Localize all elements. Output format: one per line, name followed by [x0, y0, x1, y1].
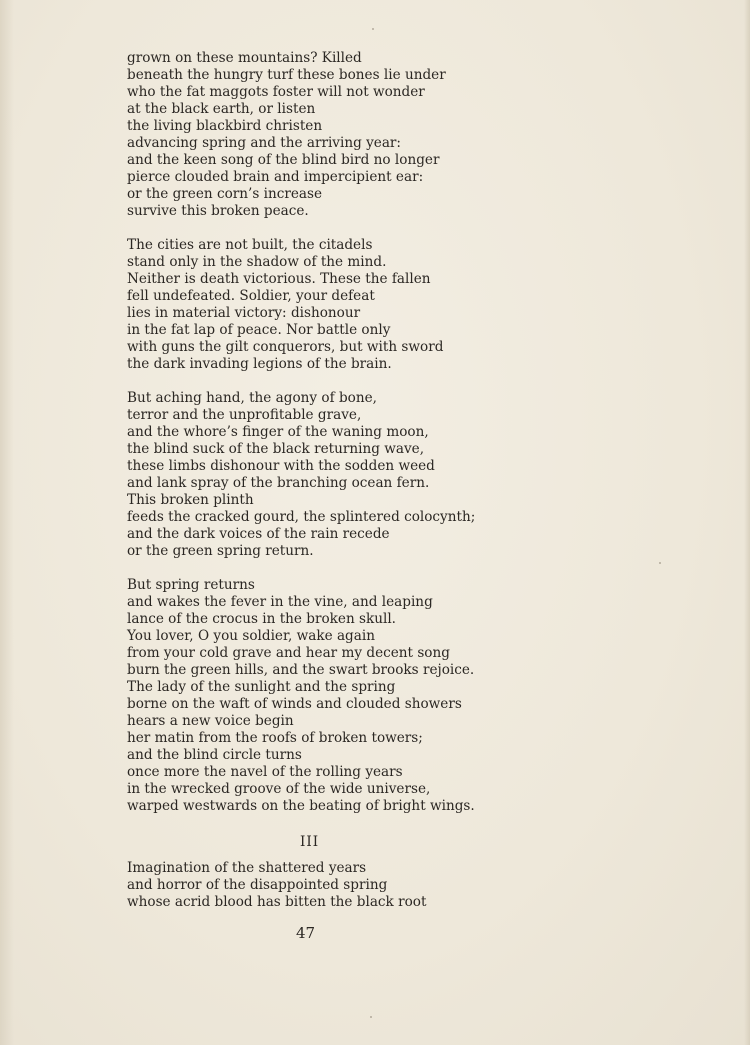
poem-line: once more the navel of the rolling years [127, 764, 403, 780]
poem-line: the dark invading legions of the brain. [127, 356, 392, 372]
poem-line: her matin from the roofs of broken towers; [127, 730, 423, 746]
poem-line: with guns the gilt conquerors, but with sword [127, 339, 444, 355]
poem-line: But spring returns [127, 577, 255, 593]
poem-line: and the dark voices of the rain recede [127, 526, 390, 542]
poem-line: the blind suck of the black returning wave, [127, 441, 425, 457]
stanza-4 [127, 577, 487, 815]
poem-line: and wakes the fever in the vine, and leaping [127, 594, 433, 610]
poem-line: and the whore’s finger of the waning moon, [127, 424, 429, 440]
poem-line: in the fat lap of peace. Nor battle only [127, 322, 391, 338]
poem-line: and the keen song of the blind bird no longer [127, 152, 440, 168]
poem-line: in the wrecked groove of the wide universe, [127, 781, 431, 797]
section-heading: III [300, 834, 320, 850]
page-edge [744, 0, 750, 1045]
poem-line: these limbs dishonour with the sodden weed [127, 458, 435, 474]
poem-line: burn the green hills, and the swart brooks rejoice. [127, 662, 475, 678]
paper-speck [372, 28, 374, 30]
paper-speck [659, 562, 661, 564]
binding-shadow [0, 0, 14, 1045]
poem-line: and the blind circle turns [127, 747, 302, 763]
poem-line: borne on the waft of winds and clouded showers [127, 696, 462, 712]
page-number: 47 [296, 924, 316, 942]
poem-line: The cities are not built, the citadels [127, 237, 373, 253]
paper-speck [370, 1016, 372, 1018]
stanza-2 [127, 237, 487, 373]
poem-line: from your cold grave and hear my decent song [127, 645, 450, 661]
poem-line: fell undefeated. Soldier, your defeat [127, 288, 375, 304]
section-body [127, 860, 487, 911]
poem-body [127, 50, 487, 832]
stanza-1 [127, 50, 487, 220]
poem-line: Neither is death victorious. These the fallen [127, 271, 431, 287]
poem-line: the living blackbird christen [127, 118, 323, 134]
poem-line: advancing spring and the arriving year: [127, 135, 402, 151]
poem-line: at the black earth, or listen [127, 101, 316, 117]
poem-line: stand only in the shadow of the mind. [127, 254, 387, 270]
poem-line: grown on these mountains? Killed [127, 50, 362, 66]
poem-line: Imagination of the shattered years [127, 860, 367, 876]
stanza-3 [127, 390, 487, 560]
poem-line: beneath the hungry turf these bones lie under [127, 67, 446, 83]
poem-line: or the green corn’s increase [127, 186, 323, 202]
poem-line: feeds the cracked gourd, the splintered colocynth; [127, 509, 476, 525]
poem-line: pierce clouded brain and impercipient ear: [127, 169, 424, 185]
poem-line: or the green spring return. [127, 543, 314, 559]
poem-line: who the fat maggots foster will not wonder [127, 84, 425, 100]
poem-line: warped westwards on the beating of bright wings. [127, 798, 475, 814]
poem-line: whose acrid blood has bitten the black root [127, 894, 427, 910]
poem-line: This broken plinth [127, 492, 254, 508]
poem-line: But aching hand, the agony of bone, [127, 390, 377, 406]
poem-line: terror and the unprofitable grave, [127, 407, 362, 423]
poem-line: You lover, O you soldier, wake again [127, 628, 375, 644]
poem-line: survive this broken peace. [127, 203, 309, 219]
poem-line: and horror of the disappointed spring [127, 877, 388, 893]
poem-line: lance of the crocus in the broken skull. [127, 611, 397, 627]
poem-line: and lank spray of the branching ocean fern. [127, 475, 430, 491]
poem-line: hears a new voice begin [127, 713, 294, 729]
poem-line: The lady of the sunlight and the spring [127, 679, 396, 695]
poem-line: lies in material victory: dishonour [127, 305, 361, 321]
